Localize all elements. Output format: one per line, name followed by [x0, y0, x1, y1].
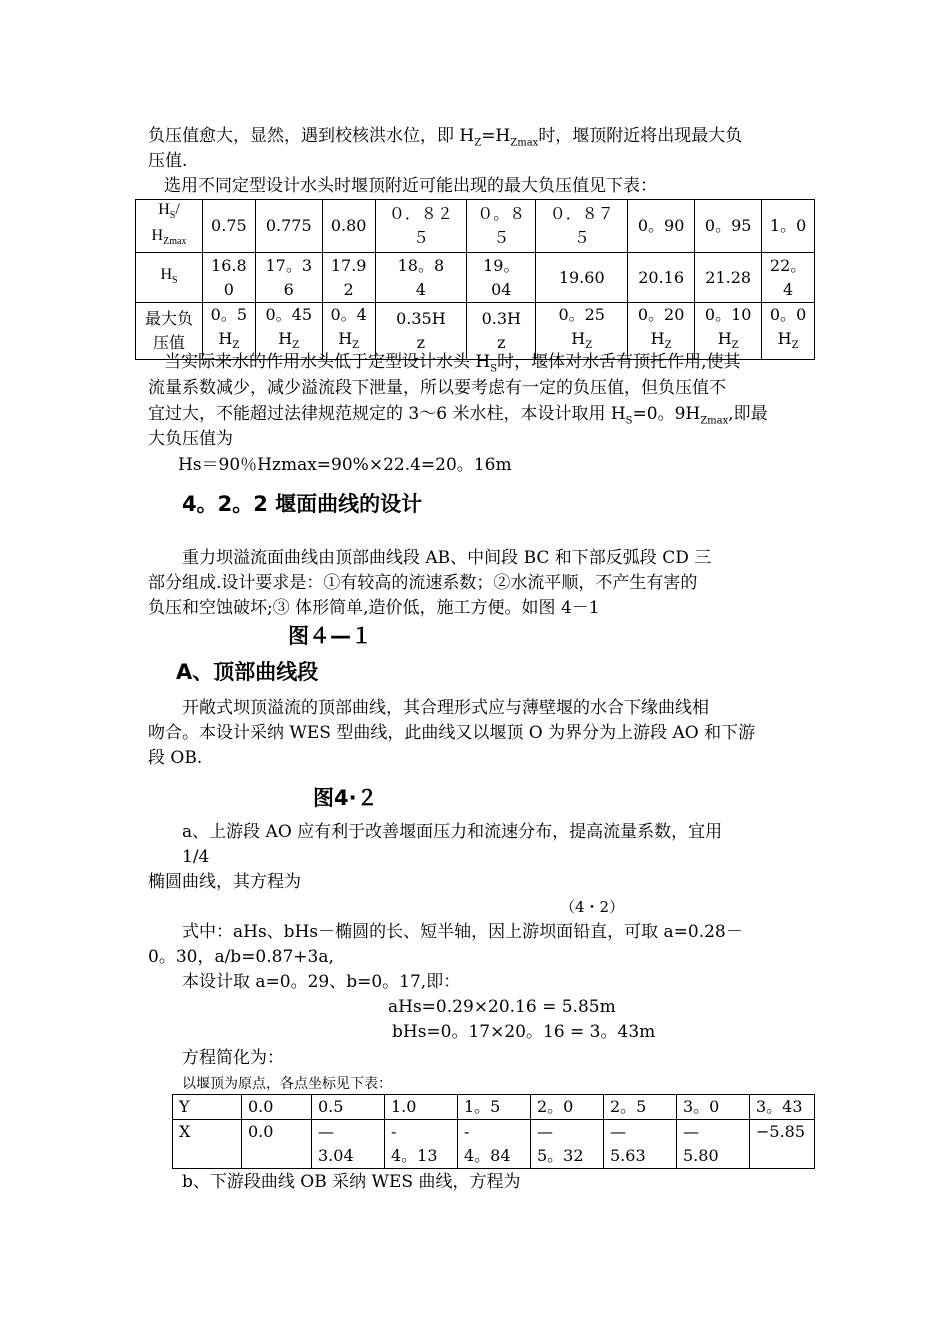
- table-cell: 19.60: [536, 253, 628, 303]
- table-cell: 0。10 $H_Z$: [695, 303, 762, 359]
- table-cell: 0。45 $H_Z$: [255, 303, 322, 359]
- table-cell: - 4。13: [385, 1120, 458, 1169]
- p7-line-1: 式中：aHs、bHs－椭圆的长、短半轴，因上游坝面铅直，可取 a=0.28－: [182, 922, 743, 942]
- table-cell: 21.28: [695, 253, 762, 303]
- p10: 以堰顶为原点，各点坐标见下表：: [182, 1076, 392, 1092]
- p3-line-1: 当实际来水的作用水头低于定型设计水头 $H_S$时，堰体对水舌有顶托作用,使其: [164, 352, 741, 375]
- table-row: [136, 200, 815, 253]
- table-cell: 0.80: [322, 200, 375, 253]
- table-cell: 0.35H z: [375, 303, 467, 359]
- p3-line-2: 流量系数减少，减少溢流段下泄量，所以要考虑有一定的负压值，但负压值不: [148, 378, 726, 398]
- table-cell: 2。0: [531, 1095, 604, 1120]
- p4-line-1: 重力坝溢流面曲线由顶部曲线段 AB、中间段 BC 和下部反弧段 CD 三: [182, 548, 712, 568]
- table-cell: 1.0: [385, 1095, 458, 1120]
- p5-line-1: 开敞式坝顶溢流的顶部曲线，其合理形式应与薄壁堰的水合下缘曲线相: [182, 698, 709, 718]
- table-cell: 0。0 $H_Z$: [762, 303, 815, 359]
- p6-line-1: a、上游段 AO 应有利于改善堰面压力和流速分布，提高流量系数，宜用: [182, 822, 723, 842]
- p7-line-2: 0。30，a/b=0.87+3a,: [148, 947, 334, 967]
- table-cell: 18。8 4: [375, 253, 467, 303]
- table-cell: — 5.80: [677, 1120, 750, 1169]
- table-cell: 0。95: [695, 200, 762, 253]
- table-cell: 2。5: [604, 1095, 677, 1120]
- table-cell: 0.775: [255, 200, 322, 253]
- table-row: [136, 253, 815, 303]
- table-cell: 0.3H z: [467, 303, 536, 359]
- section-heading-a: A、顶部曲线段: [176, 660, 319, 684]
- table-cell: ０．８７ ５: [536, 200, 628, 253]
- table-header-cell: $H_S/$ $H_{Zmax}$: [136, 200, 203, 253]
- table-cell: 0.75: [203, 200, 256, 253]
- p8: 本设计取 a=0。29、b=0。17,即：: [182, 972, 461, 992]
- table-cell: 0。4 $H_Z$: [322, 303, 375, 359]
- table-cell: 0.5: [312, 1095, 385, 1120]
- table-row: [173, 1095, 815, 1120]
- table-header-cell: 最大负 压值: [136, 303, 203, 359]
- table-cell: — 5。32: [531, 1120, 604, 1169]
- table-cell: 22。 4: [762, 253, 815, 303]
- figure-4-2-caption: 图4·２: [313, 786, 378, 810]
- table-cell: ０．８２ ５: [375, 200, 467, 253]
- table-cell: 0。90: [628, 200, 695, 253]
- p4-line-2: 部分组成.设计要求是：①有较高的流速系数；②水流平顺，不产生有害的: [148, 573, 698, 593]
- table-cell: 1。0: [762, 200, 815, 253]
- calc-ahs: aHs=0.29×20.16 = 5.85m: [388, 997, 616, 1017]
- table-cell: 17。3 6: [255, 253, 322, 303]
- table-header-cell: X: [173, 1120, 242, 1169]
- section-heading-4-2-2: 4。2。2 堰面曲线的设计: [182, 492, 423, 516]
- p3-line-4: 大负压值为: [148, 429, 233, 449]
- table-header-cell: Y: [173, 1095, 242, 1120]
- table-cell: 19。 04: [467, 253, 536, 303]
- table-cell: 3。0: [677, 1095, 750, 1120]
- intro-line-2: 压值.: [148, 151, 188, 171]
- coordinate-table: [172, 1094, 815, 1169]
- table-cell: 0.0: [242, 1095, 312, 1120]
- p5-line-2: 吻合。本设计采纳 WES 型曲线，此曲线又以堰顶 O 为界分为上游段 AO 和下游: [148, 723, 756, 743]
- p3-line-3: 宜过大，不能超过法律规范规定的 3～6 米水柱，本设计取用 $H_S=0$。$9H_{Zmax}$,即最: [148, 404, 768, 427]
- table-cell: 16.8 0: [203, 253, 256, 303]
- p6-line-2: 1/4: [182, 847, 210, 867]
- equation-number-4-2: （4・2）: [560, 898, 625, 916]
- table-cell: — 3.04: [312, 1120, 385, 1169]
- p6-line-3: 椭圆曲线，其方程为: [148, 872, 301, 892]
- figure-4-1-caption: 图４—１: [288, 624, 372, 648]
- table-cell: 0.0: [242, 1120, 312, 1169]
- table-cell: 1。5: [458, 1095, 531, 1120]
- formula-hs: Hs＝90％Hzmax=90%×22.4=20。16m: [178, 455, 512, 475]
- intro-table-caption: 选用不同定型设计水头时堰顶附近可能出现的最大负压值见下表：: [164, 176, 657, 196]
- p5-line-3: 段 OB.: [148, 748, 203, 768]
- intro-line-1: 负压值愈大，显然，遇到校核洪水位，即 $H_Z=H_{Zmax}$时，堰顶附近将出现最大负: [148, 126, 743, 149]
- table-header-cell: $H_S$: [136, 253, 203, 303]
- table-cell: 20.16: [628, 253, 695, 303]
- table-cell: 0。20 $H_Z$: [628, 303, 695, 359]
- table-cell: −5.85: [750, 1120, 815, 1169]
- table-cell: 3。43: [750, 1095, 815, 1120]
- calc-bhs: bHs=0。17×20。16 = 3。43m: [392, 1022, 656, 1042]
- table-cell: 17.9 2: [322, 253, 375, 303]
- table-cell: - 4。84: [458, 1120, 531, 1169]
- p11: b、下游段曲线 OB 采纳 WES 曲线，方程为: [182, 1172, 521, 1192]
- negative-pressure-table: [135, 199, 815, 360]
- table-cell: 0。5 $H_Z$: [203, 303, 256, 359]
- table-cell: 0。25 $H_Z$: [536, 303, 628, 359]
- table-cell: — 5.63: [604, 1120, 677, 1169]
- table-cell: ０。８ ５: [467, 200, 536, 253]
- p4-line-3: 负压和空蚀破坏;③ 体形简单,造价低，施工方便。如图 4－1: [148, 598, 600, 618]
- p9: 方程简化为：: [182, 1048, 284, 1068]
- table-row: [173, 1120, 815, 1169]
